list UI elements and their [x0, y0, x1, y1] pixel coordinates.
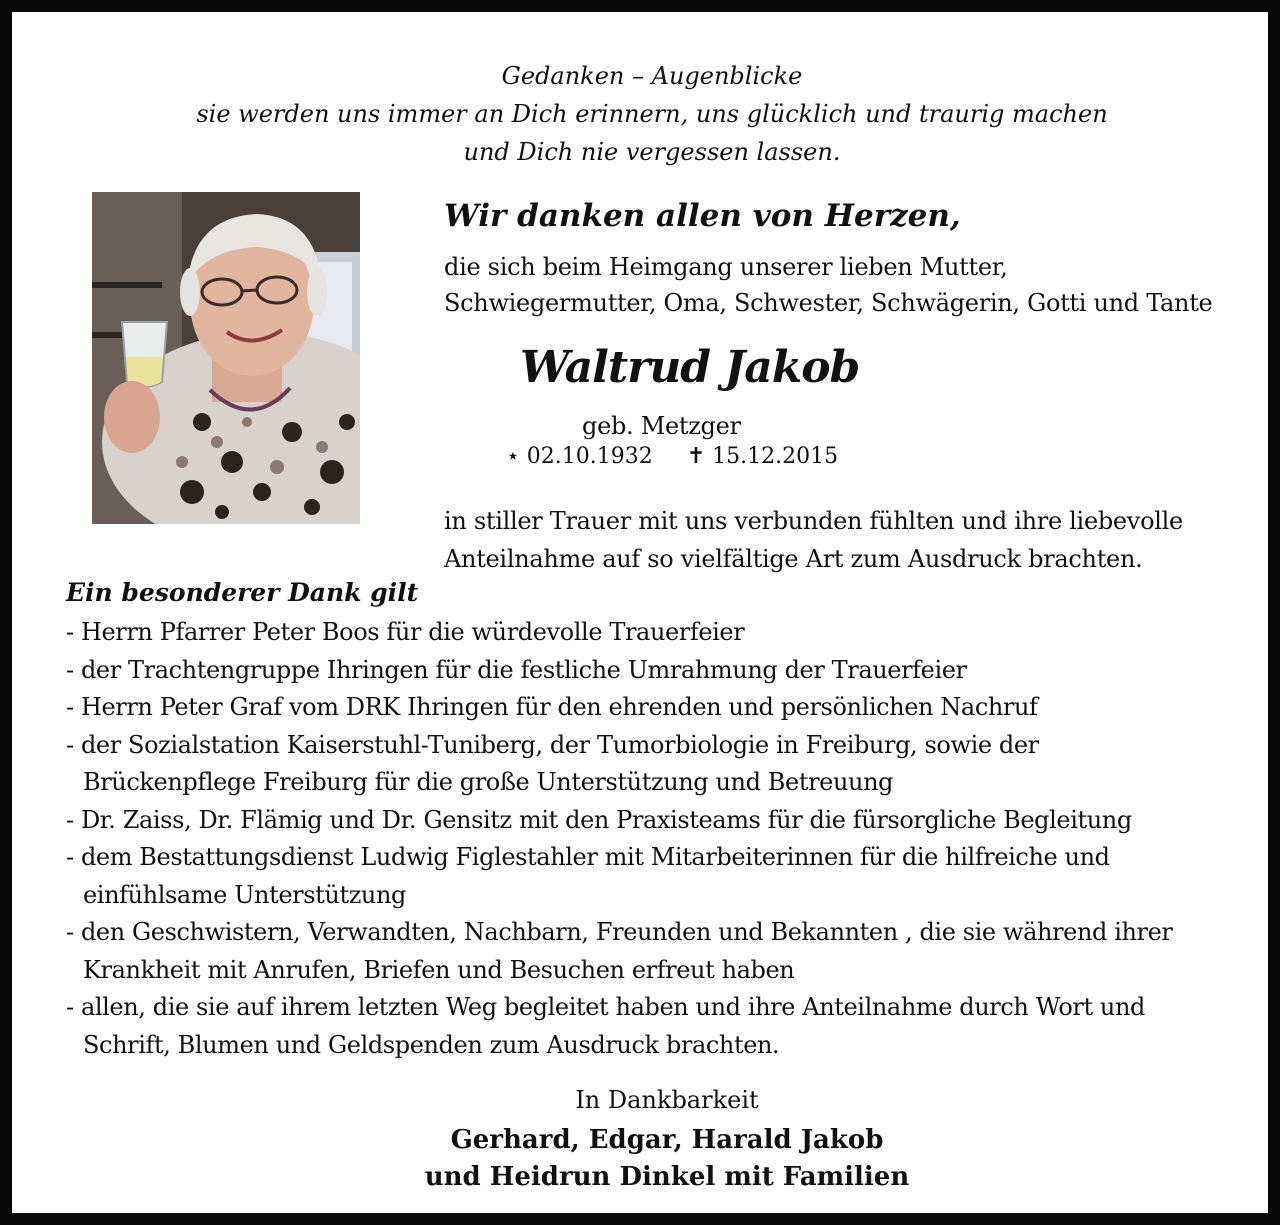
list-item: - Herrn Pfarrer Peter Boos für die würdevolle Trauerfeier: [66, 614, 1263, 652]
closing-families: und Heidrun Dinkel mit Familien: [424, 1162, 910, 1192]
closing-line-1: In Dankbarkeit: [575, 1086, 759, 1114]
list-item: - den Geschwistern, Verwandten, Nachbarn, Freunden und Bekannten , die sie während ihrer Krankheit mit Anrufen, Briefen und Besuchen erfreut haben: [66, 914, 1263, 989]
portrait-illustration: [92, 192, 360, 524]
life-dates: [506, 444, 872, 469]
continuation-line-1: in stiller Trauer mit uns verbunden fühlten und ihre liebevolle: [444, 507, 1183, 535]
list-item: - dem Bestattungsdienst Ludwig Figlestahler mit Mitarbeiterinnen für die hilfreiche und einfühlsame Unterstützung: [66, 839, 1263, 914]
maiden-name: geb. Metzger: [582, 412, 741, 440]
special-thanks-list: [66, 614, 1263, 1064]
intro-line-1: die sich beim Heimgang unserer lieben Mutter,: [444, 253, 1008, 281]
deceased-name: Waltrud Jakob: [520, 342, 860, 393]
continuation-line-2: Anteilnahme auf so vielfältige Art zum Ausdruck brachten.: [444, 545, 1143, 573]
list-item: - Herrn Peter Graf vom DRK Ihringen für den ehrenden und persönlichen Nachruf: [66, 689, 1263, 727]
list-item: - der Trachtengruppe Ihringen für die festliche Umrahmung der Trauerfeier: [66, 652, 1263, 690]
motto-line-2: sie werden uns immer an Dich erinnern, uns glücklich und traurig machen: [196, 100, 1108, 128]
motto-line-1: Gedanken – Augenblicke: [501, 62, 803, 90]
portrait-photo: [92, 192, 360, 524]
headline: Wir danken allen von Herzen,: [444, 198, 961, 234]
birth-date: ⋆ 02.10.1932: [506, 444, 653, 469]
intro-line-2: Schwiegermutter, Oma, Schwester, Schwägerin, Gotti und Tante: [444, 289, 1213, 317]
list-item: - Dr. Zaiss, Dr. Flämig und Dr. Gensitz mit den Praxisteams für die fürsorgliche Begleitung: [66, 802, 1263, 840]
closing-signatories: Gerhard, Edgar, Harald Jakob: [450, 1125, 884, 1155]
list-item: - der Sozialstation Kaiserstuhl-Tuniberg, der Tumorbiologie in Freiburg, sowie der Brückenpflege Freiburg für die große Unterstützung und Betreuung: [66, 727, 1263, 802]
death-date: ✝ 15.12.2015: [686, 444, 839, 469]
special-thanks-title: Ein besonderer Dank gilt: [66, 578, 419, 607]
list-item: - allen, die sie auf ihrem letzten Weg begleitet haben und ihre Anteilnahme durch Wort und Schrift, Blumen und Geldspenden zum Ausdruck brachten.: [66, 989, 1263, 1064]
motto-line-3: und Dich nie vergessen lassen.: [463, 138, 841, 166]
